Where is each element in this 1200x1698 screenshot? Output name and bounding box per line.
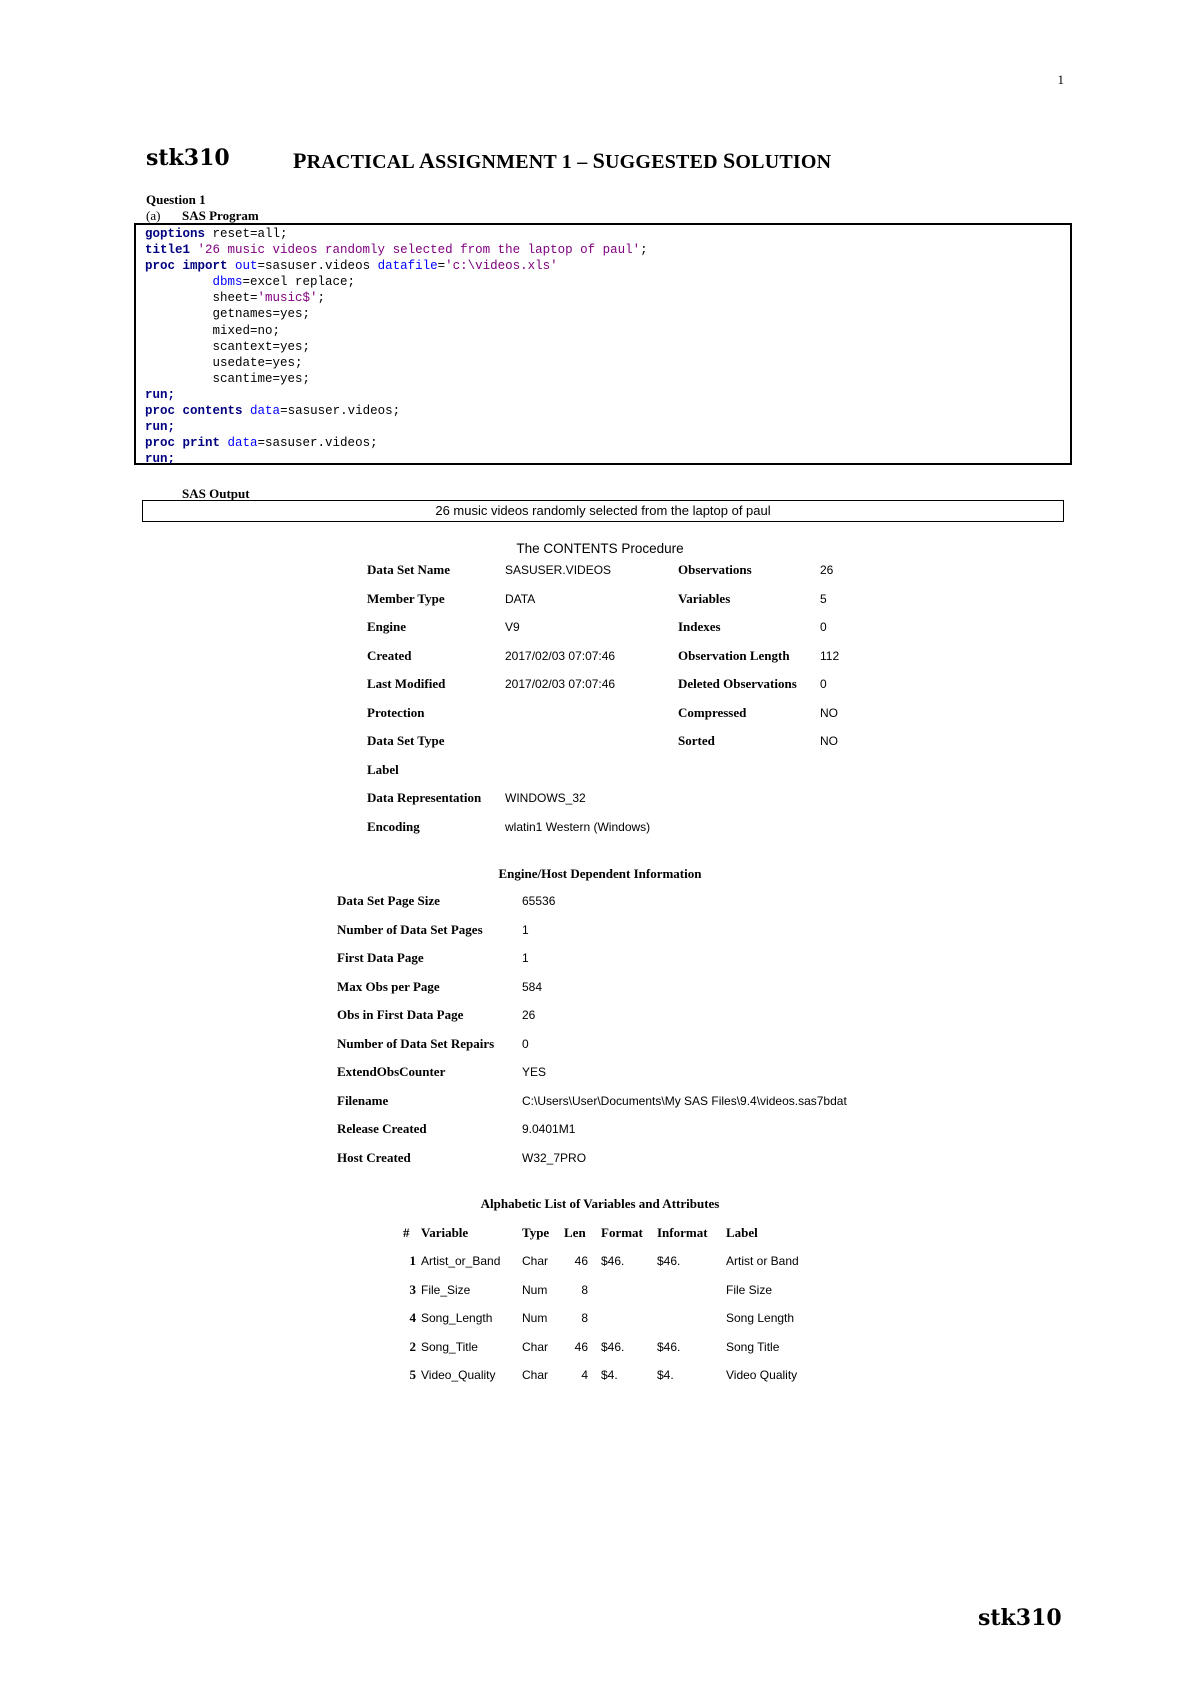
column-header: # [403,1225,410,1240]
part-label: (a) [146,208,161,223]
column-header: Variable [421,1225,469,1240]
variable-cell: Artist or Band [726,1254,799,1268]
contents-procedure-title: The CONTENTS Procedure [516,541,684,556]
contents-label: Created [367,647,412,663]
engine-info-value: 1 [522,922,529,937]
variable-cell: 2 [409,1338,416,1354]
output-title-box: 26 music videos randomly selected from the laptop of paul [142,500,1064,522]
contents-value: SASUSER.VIDEOS [505,563,612,577]
variable-cell: $46. [657,1339,681,1354]
engine-info-label: Obs in First Data Page [337,1007,464,1022]
column-header: Label [726,1225,758,1240]
contents-label: Compressed [678,704,747,720]
variable-cell: 46 [574,1254,588,1268]
engine-info-label: Max Obs per Page [337,978,440,994]
contents-value: NO [820,734,838,748]
variables-list-title: Alphabetic List of Variables and Attributes [480,1196,720,1211]
contents-value: WINDOWS_32 [505,791,586,805]
variable-cell: $4. [657,1368,674,1382]
column-header: Type [522,1225,550,1240]
page-title: PRACTICAL ASSIGNMENT 1 – SUGGESTED SOLUTION [293,148,832,173]
variable-cell: 4 [581,1368,588,1382]
engine-info-title: Engine/Host Dependent Information [498,866,702,881]
contents-label: Deleted Observations [678,676,797,691]
contents-value: NO [820,705,838,720]
engine-info-value: W32_7PRO [522,1150,587,1165]
contents-value: 112 [820,648,840,663]
column-header: Len [564,1225,586,1240]
contents-value: wlatin1 Western (Windows) [505,819,651,834]
variable-cell: Song_Length [421,1311,493,1325]
contents-label: Last Modified [367,676,446,691]
page-number: 1 [1057,72,1064,87]
contents-label: Observation Length [678,647,790,663]
variable-cell: $46. [657,1254,681,1268]
engine-info-value: 584 [522,979,543,994]
engine-info-label: Data Set Page Size [337,893,440,908]
engine-info-label: Release Created [337,1121,427,1136]
contents-label: Observations [678,562,752,577]
variable-cell: $4. [601,1368,618,1382]
engine-info-value: C:\Users\User\Documents\My SAS Files\9.4\videos.sas7bdat [522,1093,847,1108]
variable-cell: $46. [601,1339,625,1354]
contents-value: DATA [505,591,536,606]
contents-label: Engine [367,619,407,634]
column-header: Informat [657,1225,708,1240]
contents-label: Member Type [367,590,445,606]
variable-cell: 46 [574,1339,588,1354]
contents-value: 0 [820,620,827,634]
engine-info-label: Number of Data Set Repairs [337,1035,495,1051]
contents-value: 26 [820,563,834,577]
variable-cell: Num [522,1282,548,1297]
variable-cell: Song_Title [421,1339,478,1354]
engine-info-label: First Data Page [337,950,424,965]
engine-info-value: 1 [522,951,529,965]
variable-cell: 1 [409,1253,416,1268]
variable-cell: File_Size [421,1282,471,1297]
engine-info-label: Filename [337,1092,389,1108]
contents-label: Indexes [678,619,721,634]
contents-label: Variables [678,590,731,606]
engine-info-value: YES [522,1065,547,1079]
column-header: Format [601,1225,643,1240]
variable-cell: 4 [409,1310,416,1325]
contents-label: Protection [367,704,425,720]
variable-cell: Char [522,1339,549,1354]
engine-info-label: Host Created [337,1149,411,1165]
contents-value: 2017/02/03 07:07:46 [505,648,616,663]
variable-cell: Char [522,1254,549,1268]
variable-cell: Song Title [726,1339,780,1354]
contents-label: Encoding [367,818,420,834]
variable-cell: 8 [581,1282,588,1297]
course-logo: stk310 [146,145,230,171]
contents-label: Label [367,761,399,777]
variable-cell: $46. [601,1254,625,1268]
engine-info-label: Number of Data Set Pages [337,921,483,937]
variable-cell: Char [522,1368,549,1382]
question-label: Question 1 [146,192,206,207]
variable-cell: Num [522,1311,548,1325]
variable-cell: Video_Quality [421,1368,496,1382]
engine-info-label: ExtendObsCounter [337,1064,446,1079]
variable-cell: Video Quality [726,1368,798,1382]
engine-info-value: 0 [522,1036,529,1051]
variable-cell: 5 [409,1367,416,1382]
engine-info-value: 9.0401M1 [522,1122,576,1136]
program-label: (a) SAS Program [146,208,259,223]
contents-label: Data Set Name [367,562,451,577]
contents-value: 5 [820,591,827,606]
variable-cell: 8 [581,1311,588,1325]
output-label: SAS Output [182,486,250,501]
contents-value: 0 [820,677,827,691]
variable-cell: 3 [409,1281,416,1297]
contents-label: Sorted [678,733,715,748]
contents-label: Data Set Type [367,733,445,748]
variable-cell: Song Length [726,1311,795,1325]
contents-label: Data Representation [367,790,482,805]
course-logo-footer: stk310 [978,1605,1062,1631]
engine-info-value: 26 [522,1008,536,1022]
variable-cell: File Size [726,1282,773,1297]
sas-program-code: goptions reset=all; title1 '26 music videos randomly selected from the laptop of paul'; proc import out=sasuser.videos datafile='c:\videos.xls' dbms=excel replace; sheet='music$'; getnames=yes; mixed=no; scantext=yes; usedate=yes; scantime=yes; run; proc contents data=sasuser.videos; run; proc print data=sasuser.videos; run; [145,227,648,467]
variable-cell: Artist_or_Band [421,1254,501,1268]
engine-info-value: 65536 [522,894,556,908]
contents-value: 2017/02/03 07:07:46 [505,677,616,691]
contents-value: V9 [505,620,520,634]
